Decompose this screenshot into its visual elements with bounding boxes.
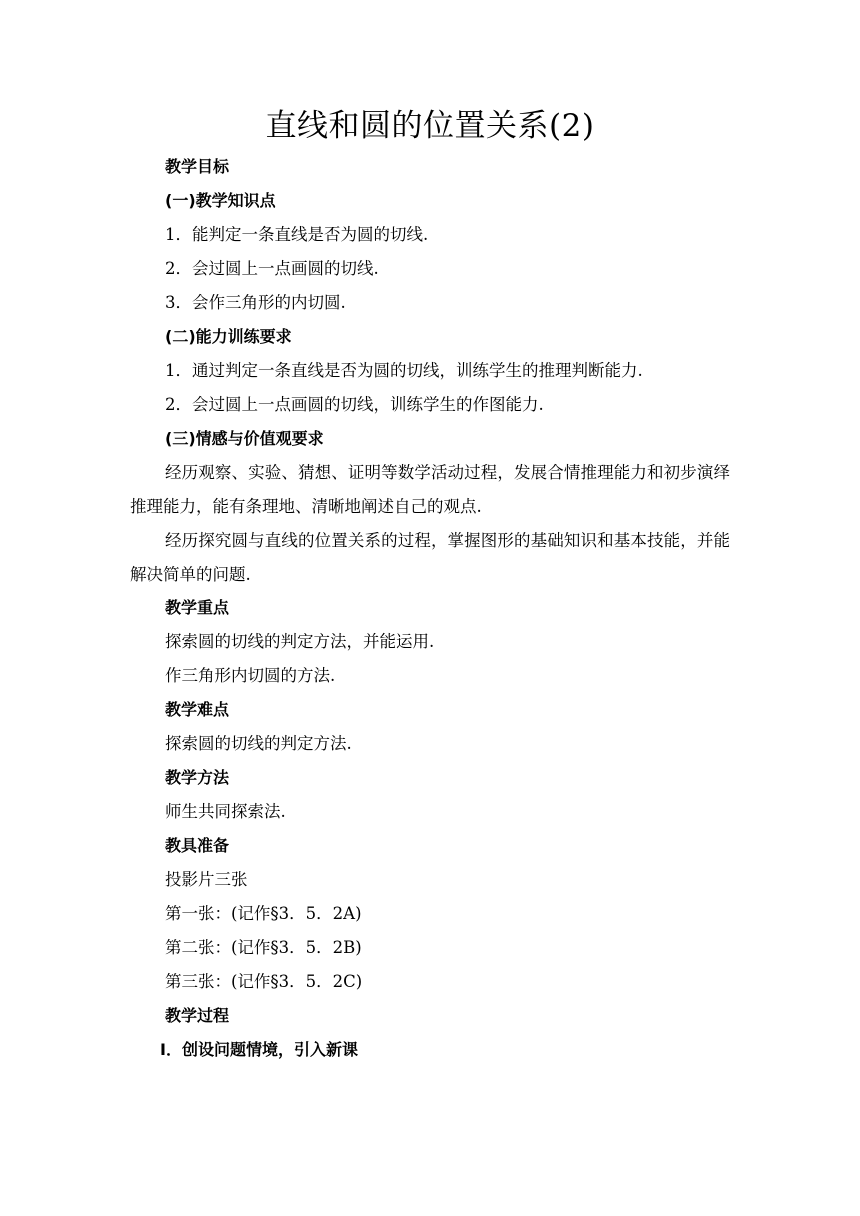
subheading-emotion: (三)情感与价值观要求 <box>165 429 324 448</box>
list-item: 师生共同探索法. <box>165 802 286 821</box>
heading-process: 教学过程 <box>165 1006 230 1025</box>
paragraph: 经历探究圆与直线的位置关系的过程，掌握图形的基础知识和基本技能，并能解决简单的问题. <box>130 531 730 584</box>
list-item: 作三角形内切圆的方法. <box>165 666 336 685</box>
subheading-knowledge: (一)教学知识点 <box>165 191 276 210</box>
subheading-ability: (二)能力训练要求 <box>165 327 292 346</box>
heading-tools: 教具准备 <box>165 836 230 855</box>
list-item: 探索圆的切线的判定方法，并能运用. <box>165 632 435 651</box>
process-step-1: Ⅰ．创设问题情境，引入新课 <box>160 1040 358 1059</box>
heading-key-points: 教学重点 <box>165 598 230 617</box>
list-item: 第二张：(记作§3．5．2B) <box>165 938 362 957</box>
heading-objectives: 教学目标 <box>165 157 230 176</box>
list-item: 1．通过判定一条直线是否为圆的切线，训练学生的推理判断能力. <box>165 361 643 380</box>
paragraph: 经历观察、实验、猜想、证明等数学活动过程，发展合情推理能力和初步演绎推理能力，能有条理地、清晰地阐述自己的观点. <box>130 463 730 516</box>
list-item: 1．能判定一条直线是否为圆的切线. <box>165 225 429 244</box>
heading-difficulties: 教学难点 <box>165 700 230 719</box>
list-item: 探索圆的切线的判定方法. <box>165 734 352 753</box>
list-item: 2．会过圆上一点画圆的切线. <box>165 259 379 278</box>
list-item: 第三张：(记作§3．5．2C) <box>165 972 363 991</box>
list-item: 3．会作三角形的内切圆. <box>165 293 346 312</box>
list-item: 第一张：(记作§3．5．2A) <box>165 904 362 923</box>
list-item: 投影片三张 <box>165 870 248 889</box>
list-item: 2．会过圆上一点画圆的切线，训练学生的作图能力. <box>165 395 544 414</box>
heading-method: 教学方法 <box>165 768 230 787</box>
page-title: 直线和圆的位置关系(2) <box>265 108 595 144</box>
